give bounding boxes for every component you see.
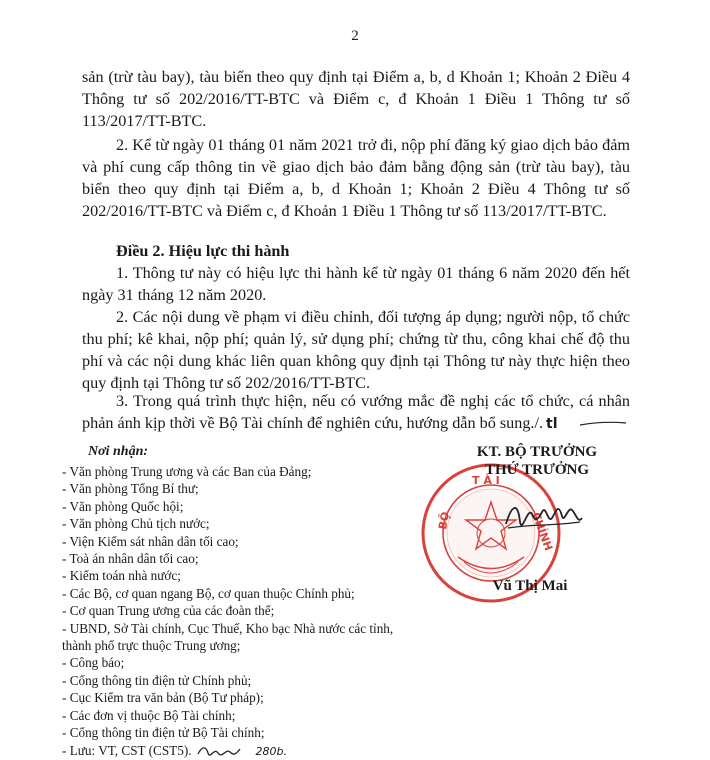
recipient-item-archive: [62, 742, 422, 760]
underline-mark: [578, 418, 628, 428]
recipient-item: - Cổng thông tin điện tử Chính phủ;: [62, 672, 252, 688]
svg-text:T À I: T À I: [472, 474, 500, 487]
article-2-item-1: 1. Thông tư này có hiệu lực thi hành kể từ ngày 01 tháng 6 năm 2020 đến hết ngày 31 tháng 12 năm 2020.: [82, 264, 630, 304]
recipient-item: - Các đơn vị thuộc Bộ Tài chính;: [62, 707, 236, 723]
recipients-title: Nơi nhận:: [88, 444, 149, 459]
recipient-item: - Văn phòng Chủ tịch nước;: [62, 516, 210, 532]
end-mark: tl: [546, 416, 558, 432]
recipient-item: - Văn phòng Trung ương và các Ban của Đảng;: [62, 464, 312, 479]
article-2-item-2: 2. Các nội dung về phạm vi điều chỉnh, đối tượng áp dụng; người nộp, tổ chức thu phí; kê khai, nộp phí; quản lý, sử dụng phí; chứng từ thu, công khai chế độ thu phí và các nội dung khác liên quan không quy định tại Thông tư này thực hiện theo quy định tại Thông tư số 202/2016/TT-BTC.: [82, 308, 630, 392]
recipient-item: - Toà án nhân dân tối cao;: [62, 551, 199, 567]
svg-text:CHÍNH: CHÍNH: [529, 510, 556, 553]
recipient-item: - Cổng thông tin điện tử Bộ Tài chính;: [62, 725, 265, 741]
recipient-item: - Các Bộ, cơ quan ngang Bộ, cơ quan thuộc Chính phủ;: [62, 585, 355, 601]
signing-authority-title: KT. BỘ TRƯỞNG: [476, 444, 598, 460]
recipient-item: - Công báo;: [62, 655, 125, 671]
article-2-heading: Điều 2. Hiệu lực thi hành: [116, 242, 290, 260]
recipient-item: - Cục Kiểm tra văn bản (Bộ Tư pháp);: [62, 690, 264, 706]
article-2-item-3-text: 3. Trong quá trình thực hiện, nếu có vướng mắc đề nghị các tổ chức, cá nhân phản ánh kịp thời về Bộ Tài chính để nghiên cứu, hướng dẫn bổ sung./.: [82, 392, 630, 432]
signer-position: THỨ TRƯỞNG: [484, 462, 590, 478]
handwritten-signature: [502, 494, 584, 538]
recipients-list: [62, 463, 422, 760]
recipient-item: - Viện Kiểm sát nhân dân tối cao;: [62, 533, 239, 549]
paragraph-item-2: 2. Kể từ ngày 01 tháng 01 năm 2021 trở đi, nộp phí đăng ký giao dịch bảo đảm và phí cung cấp thông tin về giao dịch bảo đảm bằng động sản (trừ tàu bay), tàu biển theo quy định tại Điểm a, b, d Khoản 1; Khoản 2 Điều 4 Thông tư số 202/2016/TT-BTC và Điểm c, đ Khoản 1 Điều 1 Thông tư số 113/2017/TT-BTC.: [82, 136, 630, 220]
article-2-item-3: [82, 390, 630, 435]
signer-name: Vũ Thị Mai: [492, 578, 568, 594]
handwritten-note: 280b.: [255, 744, 287, 758]
recipient-item: - UBND, Sở Tài chính, Cục Thuế, Kho bạc Nhà nước các tỉnh, thành phố trực thuộc Trung ương;: [62, 620, 394, 654]
archive-text: - Lưu: VT, CST (CST5).: [62, 742, 192, 758]
recipient-item: - Cơ quan Trung ương của các đoàn thể;: [62, 603, 275, 619]
svg-text:BỘ: BỘ: [436, 510, 453, 531]
recipient-item: - Văn phòng Tổng Bí thư;: [62, 481, 199, 497]
page-number: 2: [351, 28, 359, 44]
recipient-item: - Kiểm toán nhà nước;: [62, 568, 181, 584]
recipient-item: - Văn phòng Quốc hội;: [62, 498, 184, 514]
paragraph-continuation: sản (trừ tàu bay), tàu biển theo quy định tại Điểm a, b, d Khoản 1; Khoản 2 Điều 4 Thông tư số 202/2016/TT-BTC và Điểm c, đ Khoản 1 Điều 1 Thông tư số 113/2017/TT-BTC.: [82, 68, 630, 130]
initials-scribble: [196, 744, 242, 758]
